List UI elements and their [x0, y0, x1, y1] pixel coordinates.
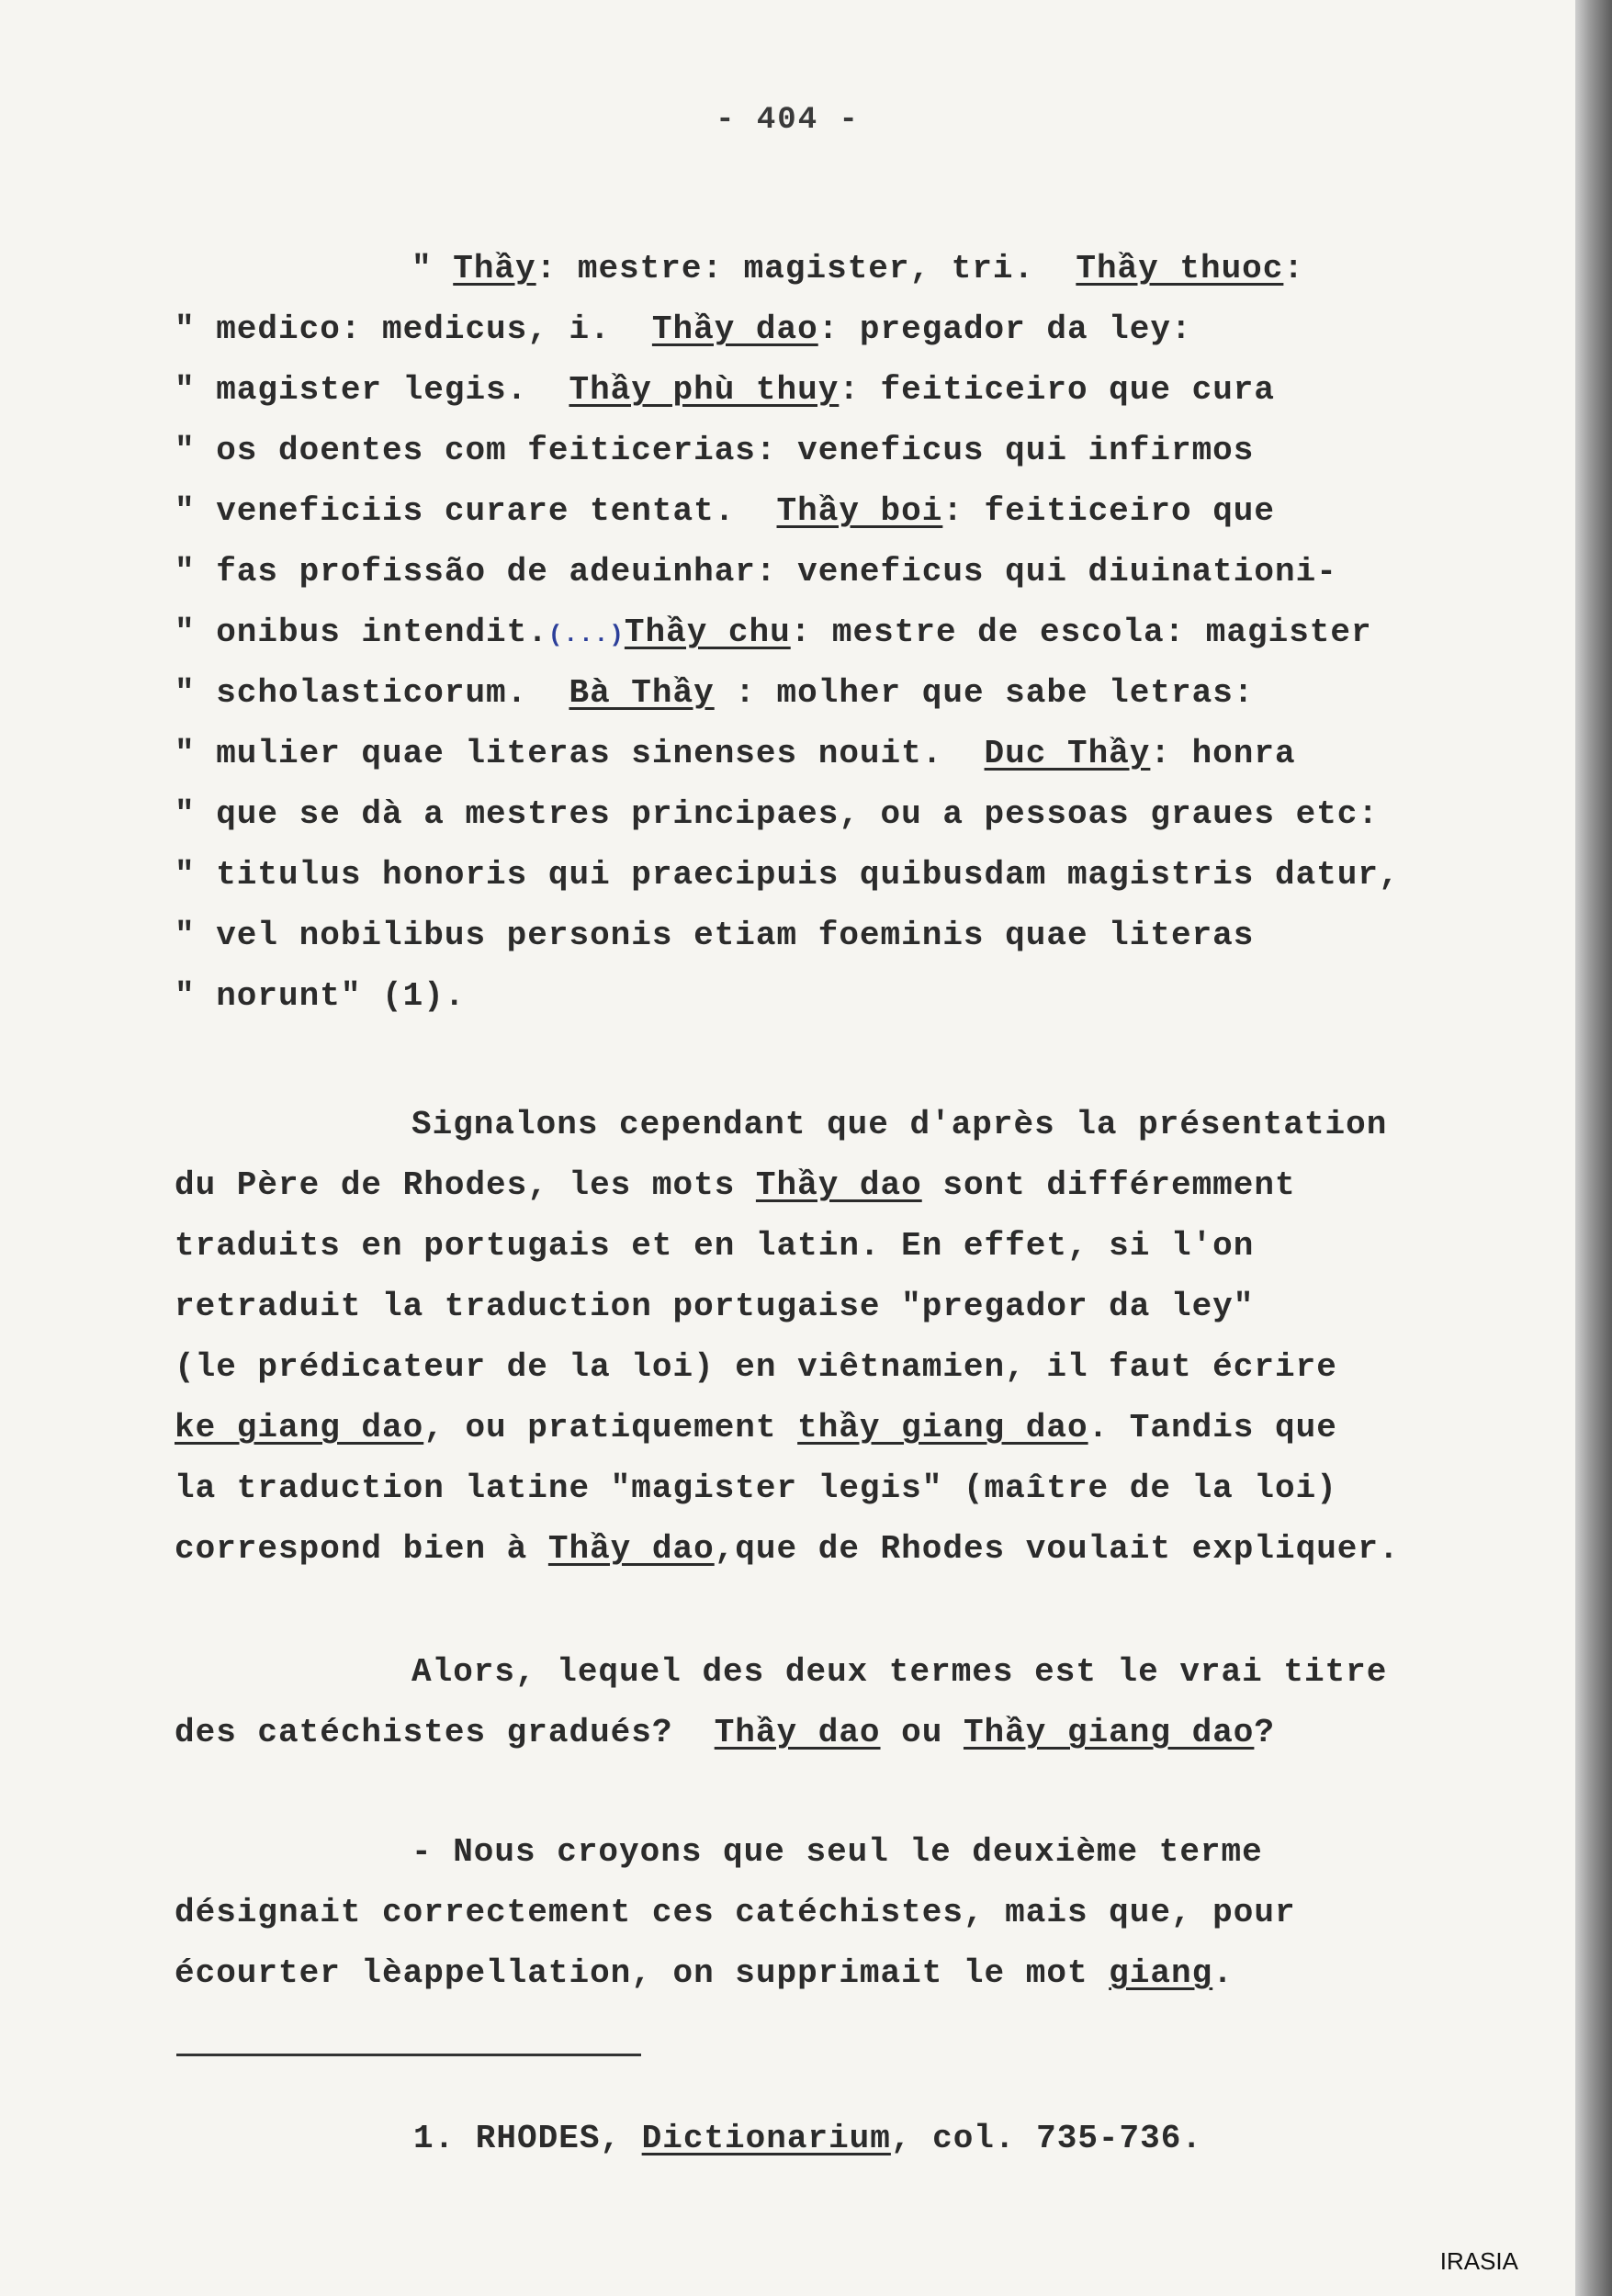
page-number: - 404 -: [716, 103, 860, 138]
para1-line-1: Signalons cependant que d'après la présentation: [411, 1106, 1388, 1143]
para3-line-1: - Nous croyons que seul le deuxième terme: [411, 1833, 1263, 1871]
footnote: 1. RHODES, Dictionarium, col. 735-736.: [413, 2120, 1202, 2157]
quote-line-8: " scholasticorum. Bà Thầy : molher que sabe letras:: [175, 674, 1255, 712]
para2-line-1: Alors, lequel des deux termes est le vrai titre: [411, 1653, 1388, 1691]
quote-line-11: " titulus honoris qui praecipuis quibusdam magistris datur,: [175, 856, 1400, 894]
quote-line-9: " mulier quae literas sinenses nouit. Duc Thầy: honra: [175, 735, 1296, 772]
quote-line-5: " veneficiis curare tentat. Thầy boi: feiticeiro que: [175, 492, 1275, 530]
quote-line-12: " vel nobilibus personis etiam foeminis quae literas: [175, 917, 1255, 954]
para1-line-6: ke giang dao, ou pratiquement thầy giang dao. Tandis que: [175, 1409, 1337, 1446]
para1-line-5: (le prédicateur de la loi) en viêtnamien, il faut écrire: [175, 1348, 1337, 1386]
para3-line-3: écourter lèappellation, on supprimait le mot giang.: [175, 1954, 1234, 1992]
quote-line-13: " norunt" (1).: [175, 977, 466, 1015]
para1-line-7: la traduction latine "magister legis" (maître de la loi): [175, 1469, 1337, 1507]
footnote-separator: [176, 2054, 641, 2056]
quote-line-1: " Thầy: mestre: magister, tri. Thầy thuoc:: [411, 250, 1304, 287]
quote-line-7: " onibus intendit.(...)Thầy chu: mestre de escola: magister: [175, 613, 1372, 651]
para1-line-2: du Père de Rhodes, les mots Thầy dao sont différemment: [175, 1166, 1296, 1204]
para1-line-4: retraduit la traduction portugaise "pregador da ley": [175, 1288, 1255, 1325]
para1-line-8: correspond bien à Thầy dao,que de Rhodes voulait expliquer.: [175, 1530, 1400, 1568]
scan-edge-shadow: [1575, 0, 1612, 2296]
quote-line-3: " magister legis. Thầy phù thuy: feiticeiro que cura: [175, 371, 1276, 409]
quote-line-6: " fas profissão de adeuinhar: veneficus qui diuinationi-: [175, 553, 1337, 591]
quote-line-10: " que se dà a mestres principaes, ou a pessoas graues etc:: [175, 795, 1380, 833]
ellipsis-annotation: (...): [547, 621, 625, 648]
quote-line-4: " os doentes com feiticerias: veneficus qui infirmos: [175, 432, 1255, 469]
quote-line-2: " medico: medicus, i. Thầy dao: pregador da ley:: [175, 310, 1192, 348]
watermark-label: IRASIA: [1439, 2247, 1518, 2275]
para1-line-3: traduits en portugais et en latin. En effet, si l'on: [175, 1227, 1255, 1265]
para3-line-2: désignait correctement ces catéchistes, mais que, pour: [175, 1894, 1296, 1931]
para2-line-2: des catéchistes gradués? Thầy dao ou Thầy giang dao?: [175, 1714, 1276, 1751]
